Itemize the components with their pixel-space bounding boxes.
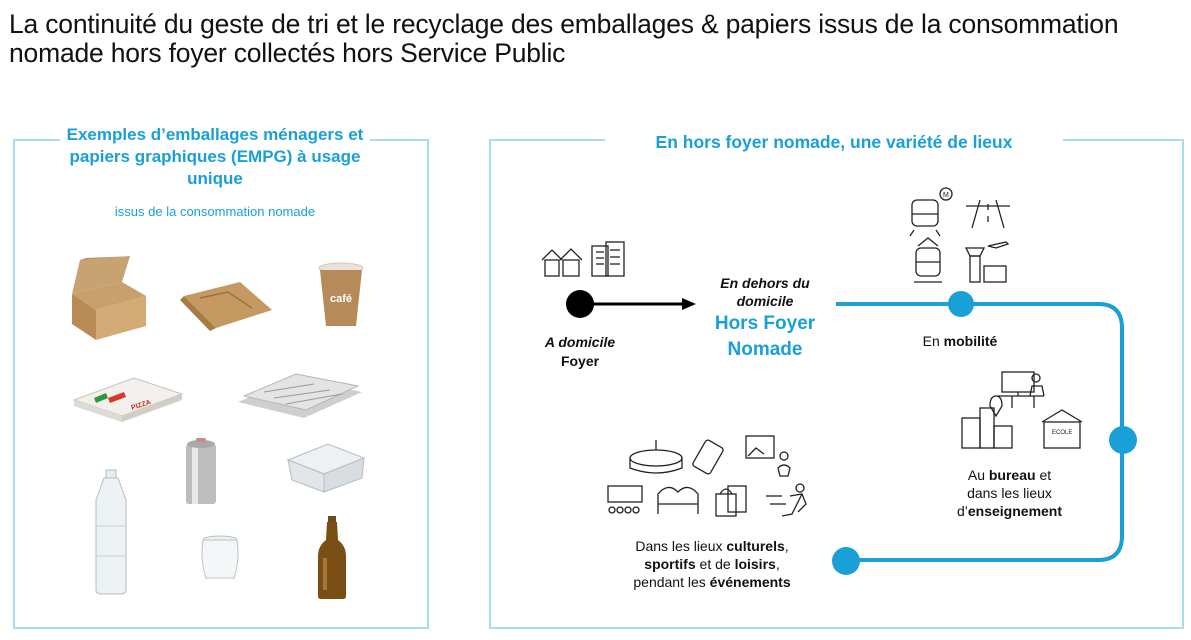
right-panel-heading: En hors foyer nomade, une variété de lieux [605, 131, 1063, 153]
away-big-line2: Nomade [727, 339, 803, 360]
office-label [942, 466, 1077, 520]
office-label-line3: d’enseignement [956, 503, 1063, 519]
away-label-line2: domicile [736, 293, 794, 309]
leisure-label-line2: sportifs et de loisirs, [644, 556, 780, 572]
mobility-label: En mobilité [922, 333, 998, 349]
office-school-icons [958, 366, 1088, 450]
away-big-line1: Hors Foyer [714, 313, 816, 334]
left-panel-heading: Exemples d’emballages ménagers et papiers graphiques (EMPG) à usage unique [60, 124, 370, 190]
home-sublabel: Foyer [560, 353, 600, 369]
houses-icon [540, 240, 630, 280]
leisure-label-line3: pendant les événements [633, 574, 791, 590]
svg-text:M: M [943, 192, 949, 199]
transport-icons [908, 186, 1014, 286]
home-label: A domicile [544, 334, 616, 350]
leisure-culture-icons [606, 430, 812, 526]
office-label-line2: dans les lieux [967, 485, 1052, 501]
page-title: La continuité du geste de tri et le recyclage des emballages & papiers issus de la consommation nomade hors foyer collectés hors Service Public [9, 9, 1119, 68]
cup-label: café [329, 293, 353, 305]
leisure-node [831, 546, 861, 576]
away-label-line1: En dehors du [720, 275, 810, 291]
office-node [1108, 425, 1138, 455]
mobility-node [947, 290, 975, 318]
leisure-label [592, 537, 832, 591]
office-label-line1: Au bureau et [967, 467, 1052, 483]
school-sign: ECOLE [1052, 430, 1073, 436]
leisure-label-line1: Dans les lieux culturels, [635, 538, 789, 554]
left-panel-subheading: issus de la consommation nomade [114, 204, 316, 219]
pizza-label: PIZZA [130, 398, 152, 412]
